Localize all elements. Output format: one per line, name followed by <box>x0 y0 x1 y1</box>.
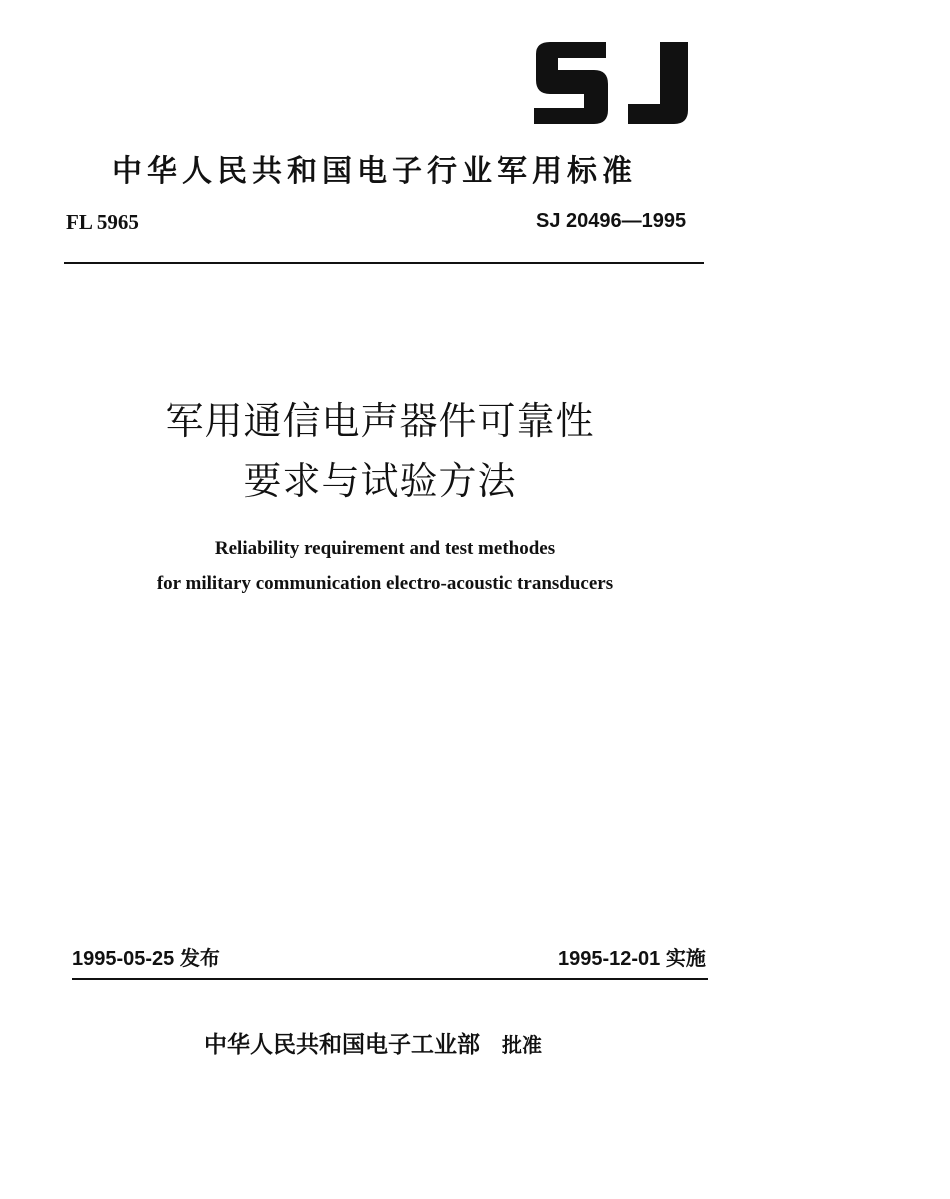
issue-date: 1995-05-25 发布 <box>72 948 220 970</box>
approving-authority: 中华人民共和国电子工业部 <box>204 1032 480 1058</box>
logo-letter-s <box>534 42 608 124</box>
sj-logo <box>528 38 698 128</box>
header-divider <box>64 262 704 264</box>
org-title: 中华人民共和国电子行业军用标准 <box>112 154 637 189</box>
english-title-line-1: Reliability requirement and test methodes <box>214 538 556 559</box>
logo-letter-j <box>628 42 688 124</box>
chinese-title-line-1: 军用通信电声器件可靠性 <box>165 399 595 443</box>
standard-number: SJ 20496—1995 <box>536 210 687 232</box>
implementation-date: 1995-12-01 实施 <box>558 948 706 970</box>
chinese-title-line-2: 要求与试验方法 <box>243 459 517 503</box>
footer-divider <box>72 978 708 980</box>
english-title-line-2: for military communication electro-acoustic transducers <box>156 573 614 594</box>
classification-code: FL 5965 <box>66 210 139 234</box>
approve-label: 批准 <box>502 1033 542 1057</box>
approval-line <box>204 1026 542 1059</box>
